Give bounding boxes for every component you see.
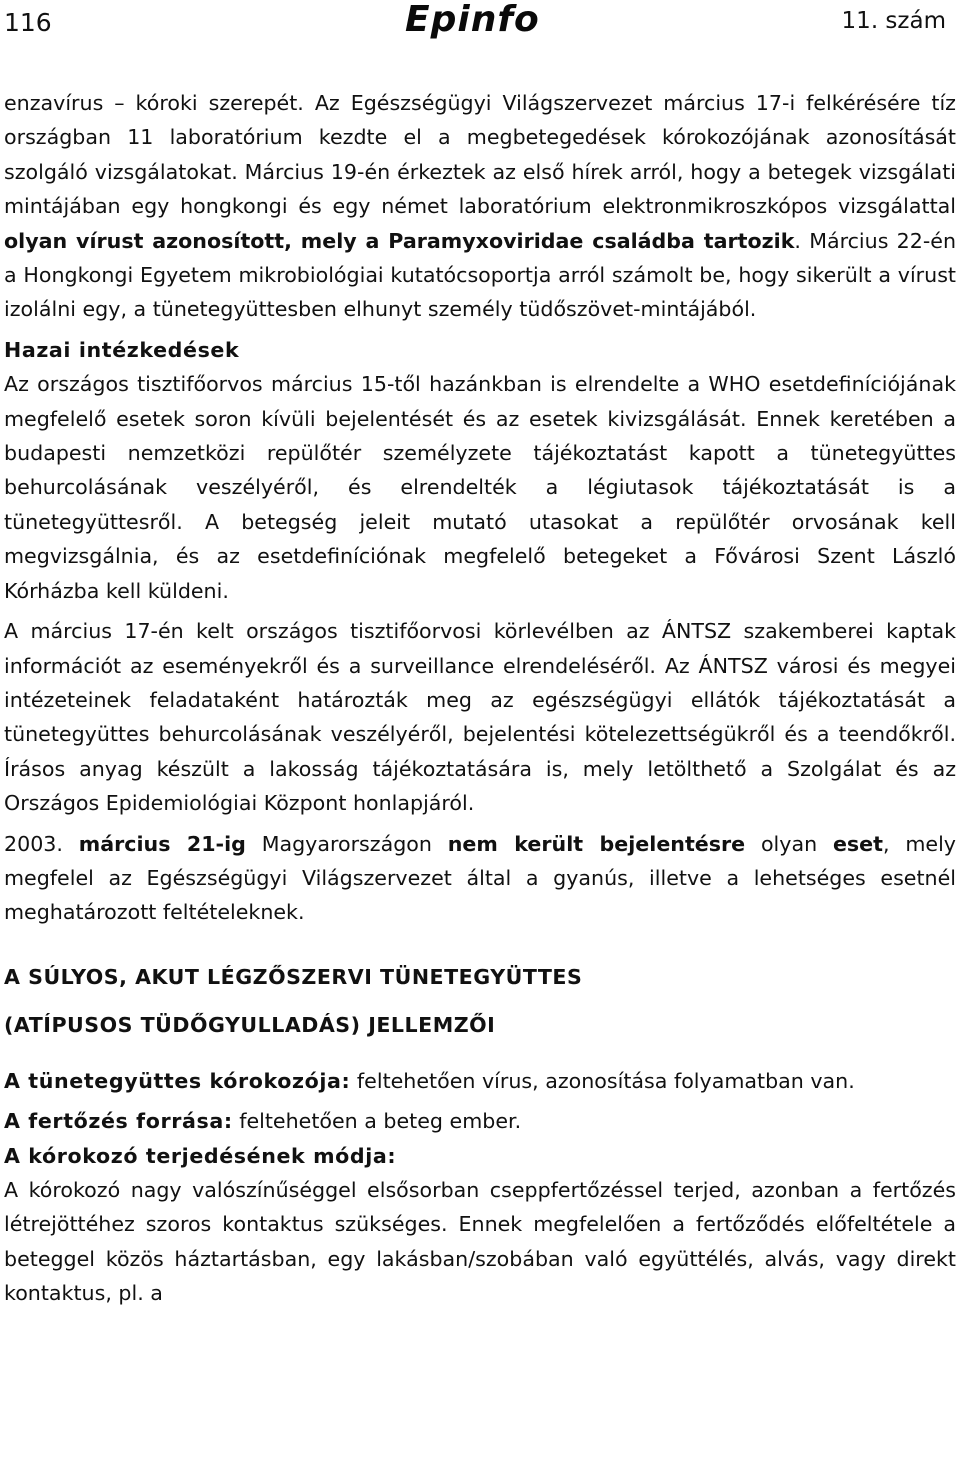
article-body [4,86,956,1311]
pathogen-text: feltehetően vírus, azonosítása folyamatban van. [350,1068,855,1093]
section-title-line-2: (ATÍPUSOS TÜDŐGYULLADÁS) JELLEMZŐI [4,1012,496,1037]
source-label: A fertőzés forrása: [4,1109,233,1134]
intro-text-1: enzavírus – kóroki szerepét. Az Egészségügyi Világszervezet március 17-i felkérésére tíz országban 11 laboratórium kezdte el a megbetegedések kórokozójának azonosítását szolgáló vizsgálatokat. Március 19-én érkeztek az első hírek arról, hogy a betegek vizsgálati mintájában egy hongkongi és egy német laboratórium elektronmikroszkópos vizsgálattal [4,91,956,219]
p3-text-3: , mely megfelel az Egészségügyi Világszervezet által a gyanús, illetve a lehetséges esetnél meghatározott feltételeknek. [4,831,956,925]
hazai-paragraph-1: Az országos tisztifőorvos március 15-től hazánkban is elrendelte a WHO esetdefiníciójának megfelelő esetek soron kívüli bejelentését és az esetek kivizsgálását. Ennek keretében a budapesti nemzetközi repülőtér személyzete tájékoztatást kapott a tünetegyüttes behurcolásának veszélyéről, és elrendelték a légiutasok tájékoztatását is a tünetegyüttesről. A betegség jeleit mutató utasokat a repülőtér orvosának kell megvizsgálnia, és az esetdefiníciónak megfelelő betegeket a Fővárosi Szent László Kórházba kell küldeni. [4,372,956,603]
p3-text-2: olyan [745,831,833,856]
p3-case: eset [832,831,883,856]
epinfo-logo: Epinfo [405,0,540,40]
hazai-paragraph-2: A március 17-én kelt országos tisztifőorvosi körlevélben az ÁNTSZ szakemberei kaptak információt az eseményekről és a surveillance elrendeléséről. Az ÁNTSZ városi és megyei intézeteinek feladataként határozták meg az egészségügyi ellátók tájékoztatását a tünetegyüttes behurcolásának veszélyéről, bejelentési kötelezettségükről és a teendőkről. Írásos anyag készült a lakosság tájékoztatására is, mely letölthető a Szolgálat és az Országos Epidemiológiai Központ honlapjáról. [4,619,956,816]
p3-not-reported: nem került bejelentésre [447,831,746,856]
page-header [0,0,960,50]
intro-bold: olyan vírust azonosított, mely a Paramyxoviridae családba tartozik [4,228,795,253]
section-title-line-1: A SÚLYOS, AKUT LÉGZŐSZERVI TÜNETEGYÜTTES [4,964,583,989]
spread-paragraph: A kórokozó nagy valószínűséggel elsősorban cseppfertőzéssel terjed, azonban a fertőzés létrejöttéhez szoros kontaktus szükséges. Ennek megfelelően a fertőződés előfeltétele a beteggel közös háztartásban, egy lakásban/szobában való együttélés, alvás, vagy direkt kontaktus, pl. a [4,1177,956,1306]
intro-text-2: . Március 22-én a Hongkongi Egyetem mikrobiológiai kutatócsoportja arról számolt be, hogy sikerült a vírust izolálni egy, a tünetegyüttesben elhunyt személy tüdőszövet-mintájából. [4,228,956,322]
source-paragraph [4,1104,956,1138]
hazai-paragraph-3 [4,827,956,930]
source-text: feltehetően a beteg ember. [232,1109,522,1134]
hazai-heading: Hazai intézkedések [4,337,240,362]
p3-date: március 21-ig [78,831,246,856]
p3-text-1: Magyarországon [245,831,448,856]
spread-label: A kórokozó terjedésének módja: [4,1143,397,1168]
page-number: 116 [4,8,52,37]
pathogen-paragraph [4,1064,956,1098]
issue-number: 11. szám [841,8,946,34]
p3-year: 2003. [4,831,79,856]
intro-paragraph [4,86,956,327]
pathogen-label: A tünetegyüttes kórokozója: [4,1068,351,1093]
